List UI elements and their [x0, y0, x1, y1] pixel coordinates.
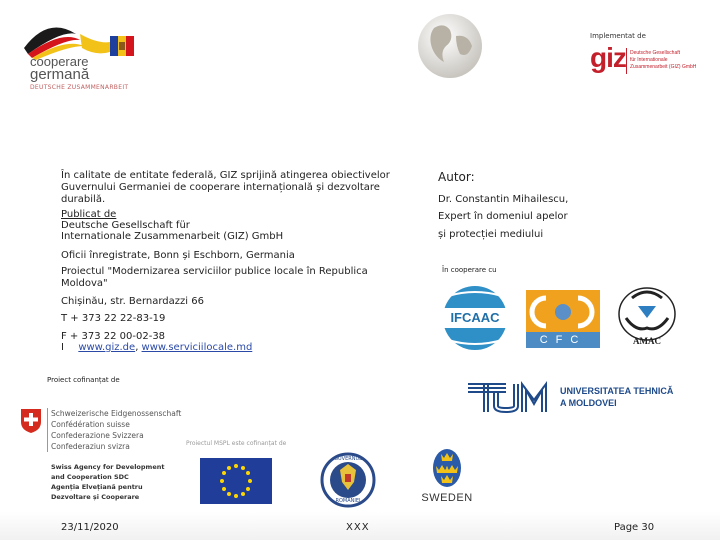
offices-text: Oficii înregistrate, Bonn și Eschborn, Germania: [61, 250, 295, 261]
giz-wordmark: giz: [590, 42, 626, 73]
utm-line2: A MOLDOVEI: [560, 398, 617, 408]
swiss-line4: Confederaziun svizra: [51, 442, 130, 451]
publisher-line1: Deutsche Gesellschaft für: [61, 220, 190, 231]
romaniei-text: ROMÂNIEI: [335, 498, 361, 504]
cfc-emblem-icon: [526, 290, 600, 332]
swiss-flag-icon: [20, 408, 42, 434]
eu-flag: [200, 458, 272, 504]
utm-line1: UNIVERSITATEA TEHNICĂ: [560, 386, 674, 396]
sweden-text: SWEDEN: [421, 492, 473, 504]
footer-date: 23/11/2020: [61, 522, 119, 533]
giz-logo: [590, 42, 710, 82]
cooperare-text: cooperare: [30, 54, 89, 69]
implemented-by-label: Implementat de: [590, 32, 646, 40]
giz-divider: [626, 48, 627, 74]
fax-text: F + 373 22 00-02-38: [61, 331, 166, 342]
footer-center: XXX: [346, 522, 370, 533]
swiss-line1: Schweizerische Eidgenossenschaft: [51, 409, 182, 418]
swiss-confederation-logo: [20, 406, 190, 506]
giz-line1: Deutsche Gesellschaft: [630, 50, 681, 56]
swiss-line2: Confédération suisse: [51, 420, 130, 429]
giz-website-link[interactable]: www.giz.de: [78, 342, 136, 353]
serviciilocale-link[interactable]: www.serviciilocale.md: [141, 342, 253, 353]
sdc-line1: Swiss Agency for Development: [51, 463, 165, 471]
sweden-crowns-icon: [420, 446, 474, 490]
amac-text: AMAC: [633, 336, 661, 346]
footer-page-number: Page 30: [614, 522, 655, 533]
sweden-logo: [420, 446, 474, 508]
germana-text: germană: [30, 66, 90, 83]
ifcaac-text: IFCAAC: [450, 310, 500, 325]
web-line: [61, 342, 252, 354]
mspl-cofinanced-label: Proiectul MSPL este cofinanțat de: [186, 440, 287, 447]
globe-icon: [410, 6, 490, 86]
utm-emblem-icon: [466, 378, 556, 414]
ifcaac-logo: [440, 284, 510, 352]
web-separator: ,: [135, 342, 142, 353]
utm-logo: [466, 378, 676, 414]
cfc-text: CFC: [526, 332, 600, 348]
giz-line2: für Internationale: [630, 57, 668, 63]
sdc-line2: and Cooperation SDC: [51, 473, 129, 481]
cofinanced-label: Proiect cofinanțat de: [47, 376, 120, 384]
author-name: Dr. Constantin Mihailescu,: [438, 194, 569, 205]
amac-logo: [612, 284, 682, 352]
deutsche-zusammenarbeit-text: DEUTSCHE ZUSAMMENARBEIT: [30, 84, 129, 91]
globe-decoration: [410, 6, 490, 86]
sdc-line4: Dezvoltare și Cooperare: [51, 493, 140, 501]
intro-paragraph: În calitate de entitate federală, GIZ sprijină atingerea obiectivelor Guvernului Germaniei de cooperare internațională și dezvoltare durabilă.: [61, 170, 390, 205]
swiss-divider: [47, 408, 48, 452]
cooperation-label: În cooperare cu: [442, 266, 497, 274]
swiss-line3: Confederazione Svizzera: [51, 431, 144, 440]
published-by-label: Publicat de: [61, 209, 117, 220]
web-prefix: I: [61, 342, 64, 353]
telephone-text: T + 373 22 22-83-19: [61, 313, 166, 324]
guvernul-text: GUVERNUL: [334, 456, 362, 462]
cfc-logo: [526, 290, 600, 348]
sdc-line3: Agenția Elvețiană pentru: [51, 483, 143, 491]
publisher-line2: Internationale Zusammenarbeit (GIZ) GmbH: [61, 231, 284, 242]
author-role-line2: și protecției mediului: [438, 229, 544, 240]
address-text: Chișinău, str. Bernardazzi 66: [61, 296, 204, 307]
eu-stars-icon: [200, 458, 272, 504]
project-text: Proiectul "Modernizarea serviciilor publice locale în Republica Moldova": [61, 266, 368, 289]
german-cooperation-logo: [18, 14, 138, 94]
romanian-government-logo: [318, 452, 378, 508]
giz-line3: Zusammenarbeit (GIZ) GmbH: [630, 64, 697, 70]
author-role-line1: Expert în domeniul apelor: [438, 211, 568, 222]
author-heading: Autor:: [438, 170, 475, 184]
